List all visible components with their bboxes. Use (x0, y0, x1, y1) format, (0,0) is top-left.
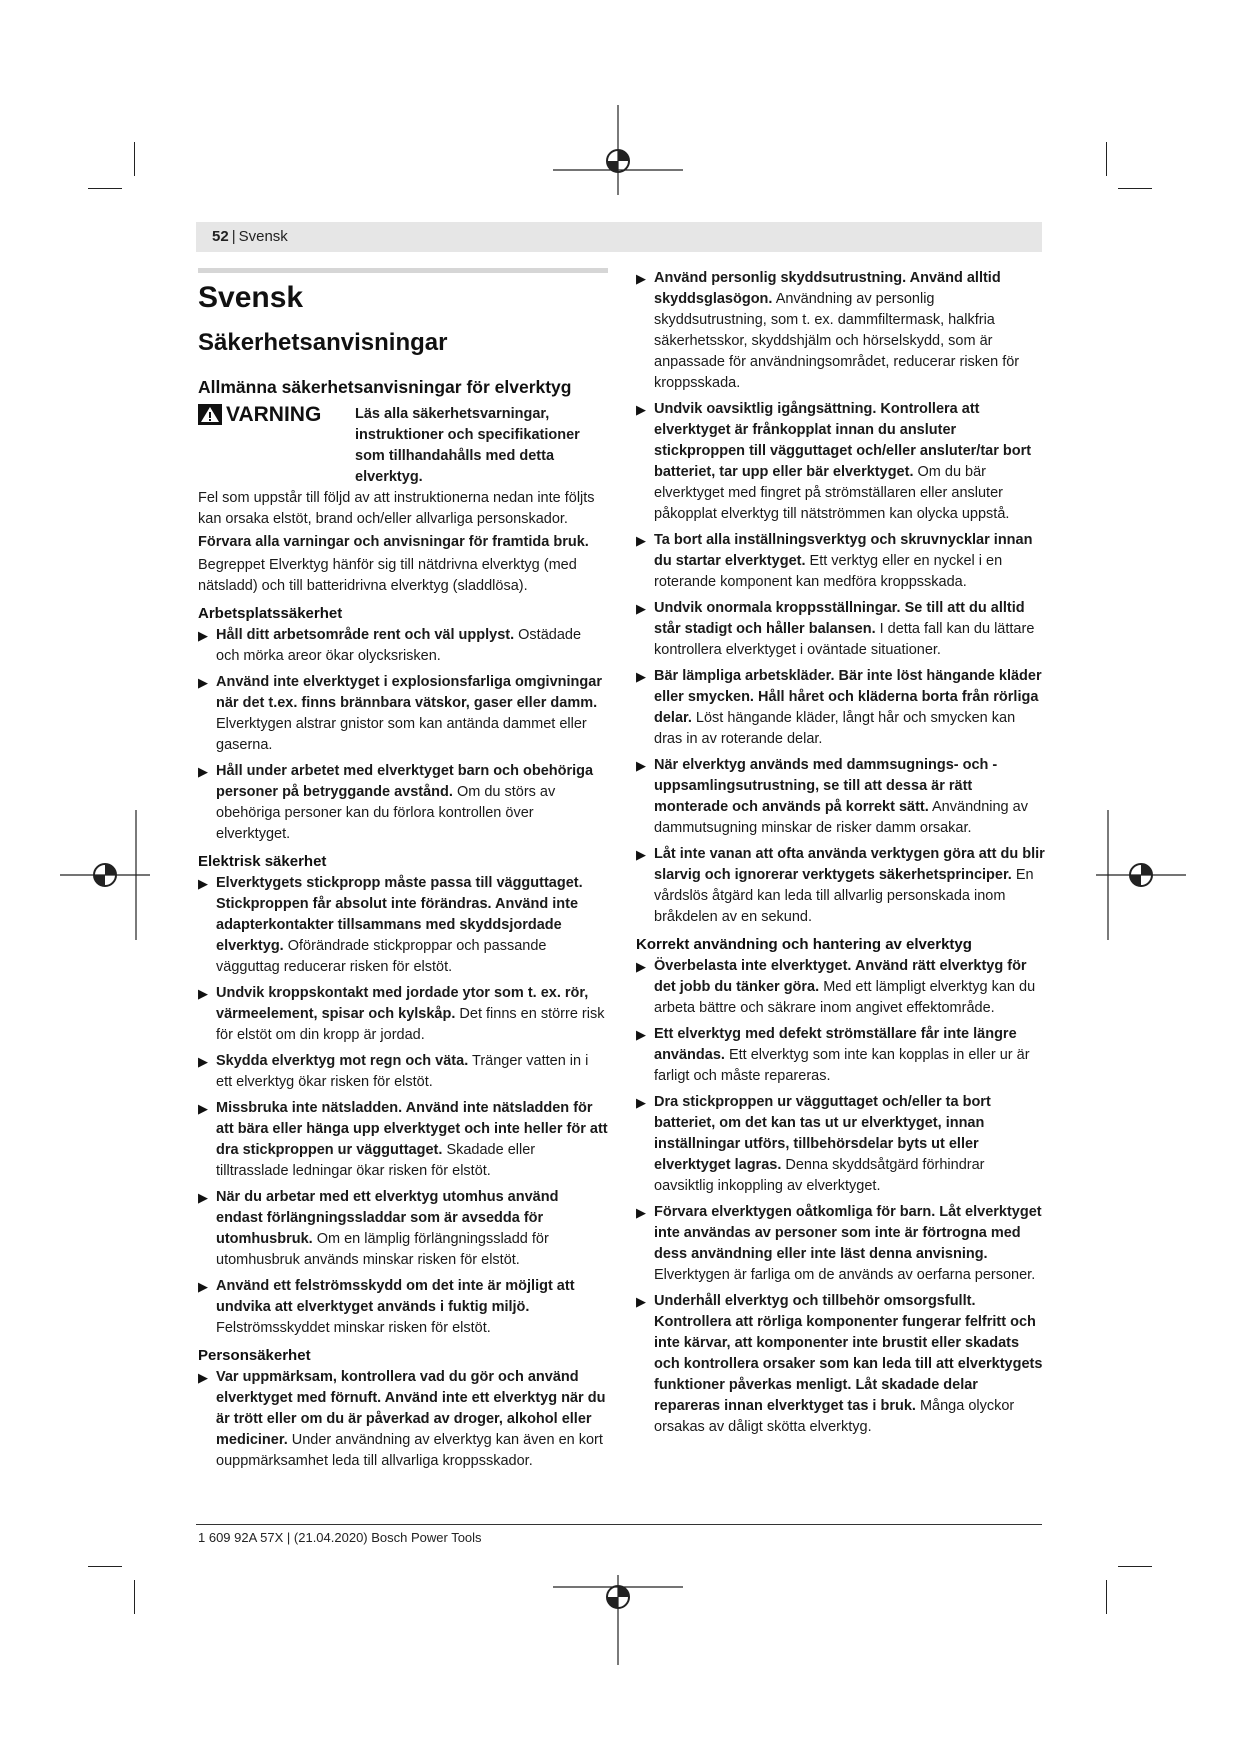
list-item: ▶ Undvik kroppskontakt med jordade ytor som t. ex. rör, värmeelement, spisar och kylskåp. Det finns en större risk för elstöt om din kropp är jordad. (198, 985, 605, 1043)
bullet-arrow-icon: ▶ (198, 675, 208, 690)
warning-triangle-icon (198, 404, 222, 425)
list-item: ▶ Ett elverktyg med defekt strömställare får inte längre användas. Ett elverktyg som inte kan kopplas in eller ur är farligt och måste repareras. (636, 1026, 1030, 1084)
list-item: ▶ Var uppmärksam, kontrollera vad du gör och använd elverktyget med förnuft. Använd inte ett elverktyg när du är trött eller om du är påverkad av droger, alkohol eller mediciner. Under användning av elverktyg kan även en kort ouppmärksamhet leda till allvarliga kroppsskador. (198, 1369, 606, 1469)
divider (198, 268, 608, 273)
bullet-arrow-icon: ▶ (636, 669, 646, 684)
list-item: ▶ Håll under arbetet med elverktyget barn och obehöriga personer på betryggande avstånd. Om du störs av obehöriga personer kan du förlora kontrollen över elverktyget. (198, 763, 594, 842)
warning-label (198, 404, 321, 425)
page-header: 52 | Svensk (196, 222, 1042, 252)
bullet-arrow-icon: ▶ (636, 402, 646, 417)
category-title: Arbetsplatssäkerhet (198, 605, 343, 622)
bullet-arrow-icon: ▶ (636, 959, 646, 974)
crop-mark (88, 188, 122, 189)
warning-block (198, 404, 608, 530)
bullet-arrow-icon: ▶ (636, 1095, 646, 1110)
bullet-arrow-icon: ▶ (198, 1054, 208, 1069)
crop-mark (134, 1580, 135, 1614)
bullet-arrow-icon: ▶ (198, 764, 208, 779)
definition-text: Begreppet Elverktyg hänför sig till nätdrivna elverktyg (med nätsladd) och till batteridrivna elverktyg (sladdlösa). (198, 557, 577, 594)
list-item: ▶ Dra stickproppen ur vägguttaget och/eller ta bort batteriet, om det kan tas ut ur elverktyget, innan inställningar utförs, tillbehörsdelar byts ut eller elverktyget lagras. Denna skyddsåtgärd förhindrar oavsiktlig inkoppling av elverktyget. (636, 1094, 991, 1194)
list-item: ▶ Undvik oavsiktlig igångsättning. Kontrollera att elverktyget är frånkopplat innan du ansluter stickproppen till vägguttaget och/eller ansluter/tar bort batteriet, tar upp eller bär elverktyget. Om du bär elverktyget med fingret på strömställaren eller ansluter påkopplat elverktyg till nätströmmen kan olycka uppstå. (636, 401, 1032, 522)
bullet-arrow-icon: ▶ (198, 1190, 208, 1205)
list-item: ▶ Låt inte vanan att ofta använda verktygen göra att du blir slarvig och ignorerar verktygets säkerhetsprinciper. En vårdslös åtgärd kan leda till allvarlig personskada inom bråkdelen av en sekund. (636, 846, 1045, 925)
list-item: ▶ Överbelasta inte elverktyget. Använd rätt elverktyg för det jobb du tänker göra. Med ett lämpligt elverktyg kan du arbeta bättre och säkrare inom angivet effektområde. (636, 958, 1036, 1016)
section-title: Säkerhetsanvisningar (198, 329, 448, 356)
footer-divider (196, 1524, 1042, 1525)
crop-mark (1118, 188, 1152, 189)
page-number: 52 (212, 228, 229, 245)
registration-mark-icon (553, 1575, 683, 1665)
list-item: ▶ Skydda elverktyg mot regn och väta. Tränger vatten in i ett elverktyg ökar risken för elstöt. (198, 1053, 589, 1090)
bullet-arrow-icon: ▶ (636, 601, 646, 616)
bullet-arrow-icon: ▶ (636, 1294, 646, 1309)
crop-mark (1118, 1566, 1152, 1567)
crop-mark (88, 1566, 122, 1567)
bullet-arrow-icon: ▶ (198, 628, 208, 643)
list-item: ▶ Missbruka inte nätsladden. Använd inte nätsladden för att bära eller hänga upp elverktyget och inte heller för att dra stickproppen ur vägguttaget. Skadade eller tilltrasslade ledningar ökar risken för elstöt. (198, 1100, 608, 1179)
keep-notice: Förvara alla varningar och anvisningar för framtida bruk. (198, 534, 589, 550)
bullet-arrow-icon: ▶ (636, 758, 646, 773)
registration-mark-icon (60, 810, 150, 940)
page-footer: 1 609 92A 57X | (21.04.2020) Bosch Power Tools (198, 1530, 482, 1545)
page-title: Svensk (198, 281, 304, 314)
bullet-arrow-icon: ▶ (636, 533, 646, 548)
bullet-arrow-icon: ▶ (198, 986, 208, 1001)
list-item: ▶ Använd ett felströmsskydd om det inte är möjligt att undvika att elverktyget används i fuktig miljö. Felströmsskyddet minskar risken för elstöt. (198, 1278, 575, 1336)
registration-mark-icon (1096, 810, 1186, 940)
list-item: ▶ Håll ditt arbetsområde rent och väl upplyst. Ostädade och mörka areor ökar olycksrisken. (198, 627, 582, 664)
list-item: ▶ Ta bort alla inställningsverktyg och skruvnycklar innan du startar elverktyget. Ett verktyg eller en nyckel i en roterande komponent kan medföra kroppsskada. (636, 532, 1033, 590)
list-item: ▶ Använd personlig skyddsutrustning. Använd alltid skyddsglasögon. Användning av personlig skyddsutrustning, som t. ex. dammfiltermask, halkfria säkerhetsskor, skyddshjälm och hörselskydd, som är anpassade för användningsområdet, reducerar risken för kroppsskada. (636, 270, 1020, 391)
list-item: ▶ Använd inte elverktyget i explosionsfarliga omgivningar när det t.ex. finns brännbara vätskor, gaser eller damm. Elverktygen alstrar gnistor som kan antända dammet eller gaserna. (198, 674, 602, 753)
list-item: ▶ Elverktygets stickpropp måste passa till vägguttaget. Stickproppen får absolut inte förändras. Använd inte adapterkontakter tillsammans med skyddsjordade elverktyg. Oförändrade stickproppar och passande vägguttag reducerar risken för elstöt. (198, 875, 583, 975)
list-item: ▶ Underhåll elverktyg och tillbehör omsorgsfullt. Kontrollera att rörliga komponenter fungerar felfritt och inte kärvar, att komponenter inte brustit eller skadats och kontrollera orsaker som kan leda till att elverktygets funktioner påverkas menligt. Låt skadade delar repareras innan elverktyget tas i bruk. Många olyckor orsakas av dåligt skötta elverktyg. (636, 1293, 1043, 1435)
bullet-arrow-icon: ▶ (636, 1027, 646, 1042)
left-column (198, 268, 608, 1477)
bullet-arrow-icon: ▶ (636, 271, 646, 286)
bullet-arrow-icon: ▶ (198, 876, 208, 891)
list-item: ▶ Bär lämpliga arbetskläder. Bär inte löst hängande kläder eller smycken. Håll håret och kläderna borta från rörliga delar. Löst hängande kläder, långt hår och smycken kan dras in av roterande delar. (636, 668, 1042, 747)
right-column (636, 268, 1046, 1443)
crop-mark (1106, 142, 1107, 176)
category-title: Korrekt användning och hantering av elverktyg (636, 936, 972, 953)
category-title: Personsäkerhet (198, 1347, 311, 1364)
header-language: Svensk (238, 228, 288, 245)
warning-lead: Läs alla säkerhetsvarningar, instruktioner och specifikationer som tillhandahålls med detta elverktyg. (355, 406, 580, 485)
bullet-arrow-icon: ▶ (198, 1101, 208, 1116)
list-item: ▶ Undvik onormala kroppsställningar. Se till att du alltid står stadigt och håller balansen. I detta fall kan du lättare kontrollera elverktyget i oväntade situationer. (636, 600, 1035, 658)
warning-text: Fel som uppstår till följd av att instruktionerna nedan inte följts kan orsaka elstöt, brand och/eller allvarliga personskador. (198, 490, 595, 527)
list-item: ▶ Förvara elverktygen oåtkomliga för barn. Låt elverktyget inte användas av personer som inte är förtrogna med dess användning eller inte läst denna anvisning. Elverktygen är farliga om de används av oerfarna personer. (636, 1204, 1042, 1283)
list-item: ▶ När du arbetar med ett elverktyg utomhus använd endast förlängningssladdar som är avsedda för utomhusbruk. Om en lämplig förlängningssladd för utomhusbruk används minskar risken för elstöt. (198, 1189, 559, 1268)
bullet-arrow-icon: ▶ (636, 1205, 646, 1220)
crop-mark (134, 142, 135, 176)
warning-label-text: VARNING (226, 403, 322, 426)
bullet-arrow-icon: ▶ (198, 1370, 208, 1385)
category-title: Elektrisk säkerhet (198, 853, 327, 870)
subsection-title: Allmänna säkerhetsanvisningar för elverktyg (198, 377, 572, 397)
bullet-arrow-icon: ▶ (198, 1279, 208, 1294)
crop-mark (1106, 1580, 1107, 1614)
registration-mark-icon (553, 105, 683, 195)
list-item: ▶ När elverktyg används med dammsugnings- och -uppsamlingsutrustning, se till att dessa är rätt monterade och används på korrekt sätt. Användning av dammutsugning minskar de risker damm orsakar. (636, 757, 1028, 836)
bullet-arrow-icon: ▶ (636, 847, 646, 862)
